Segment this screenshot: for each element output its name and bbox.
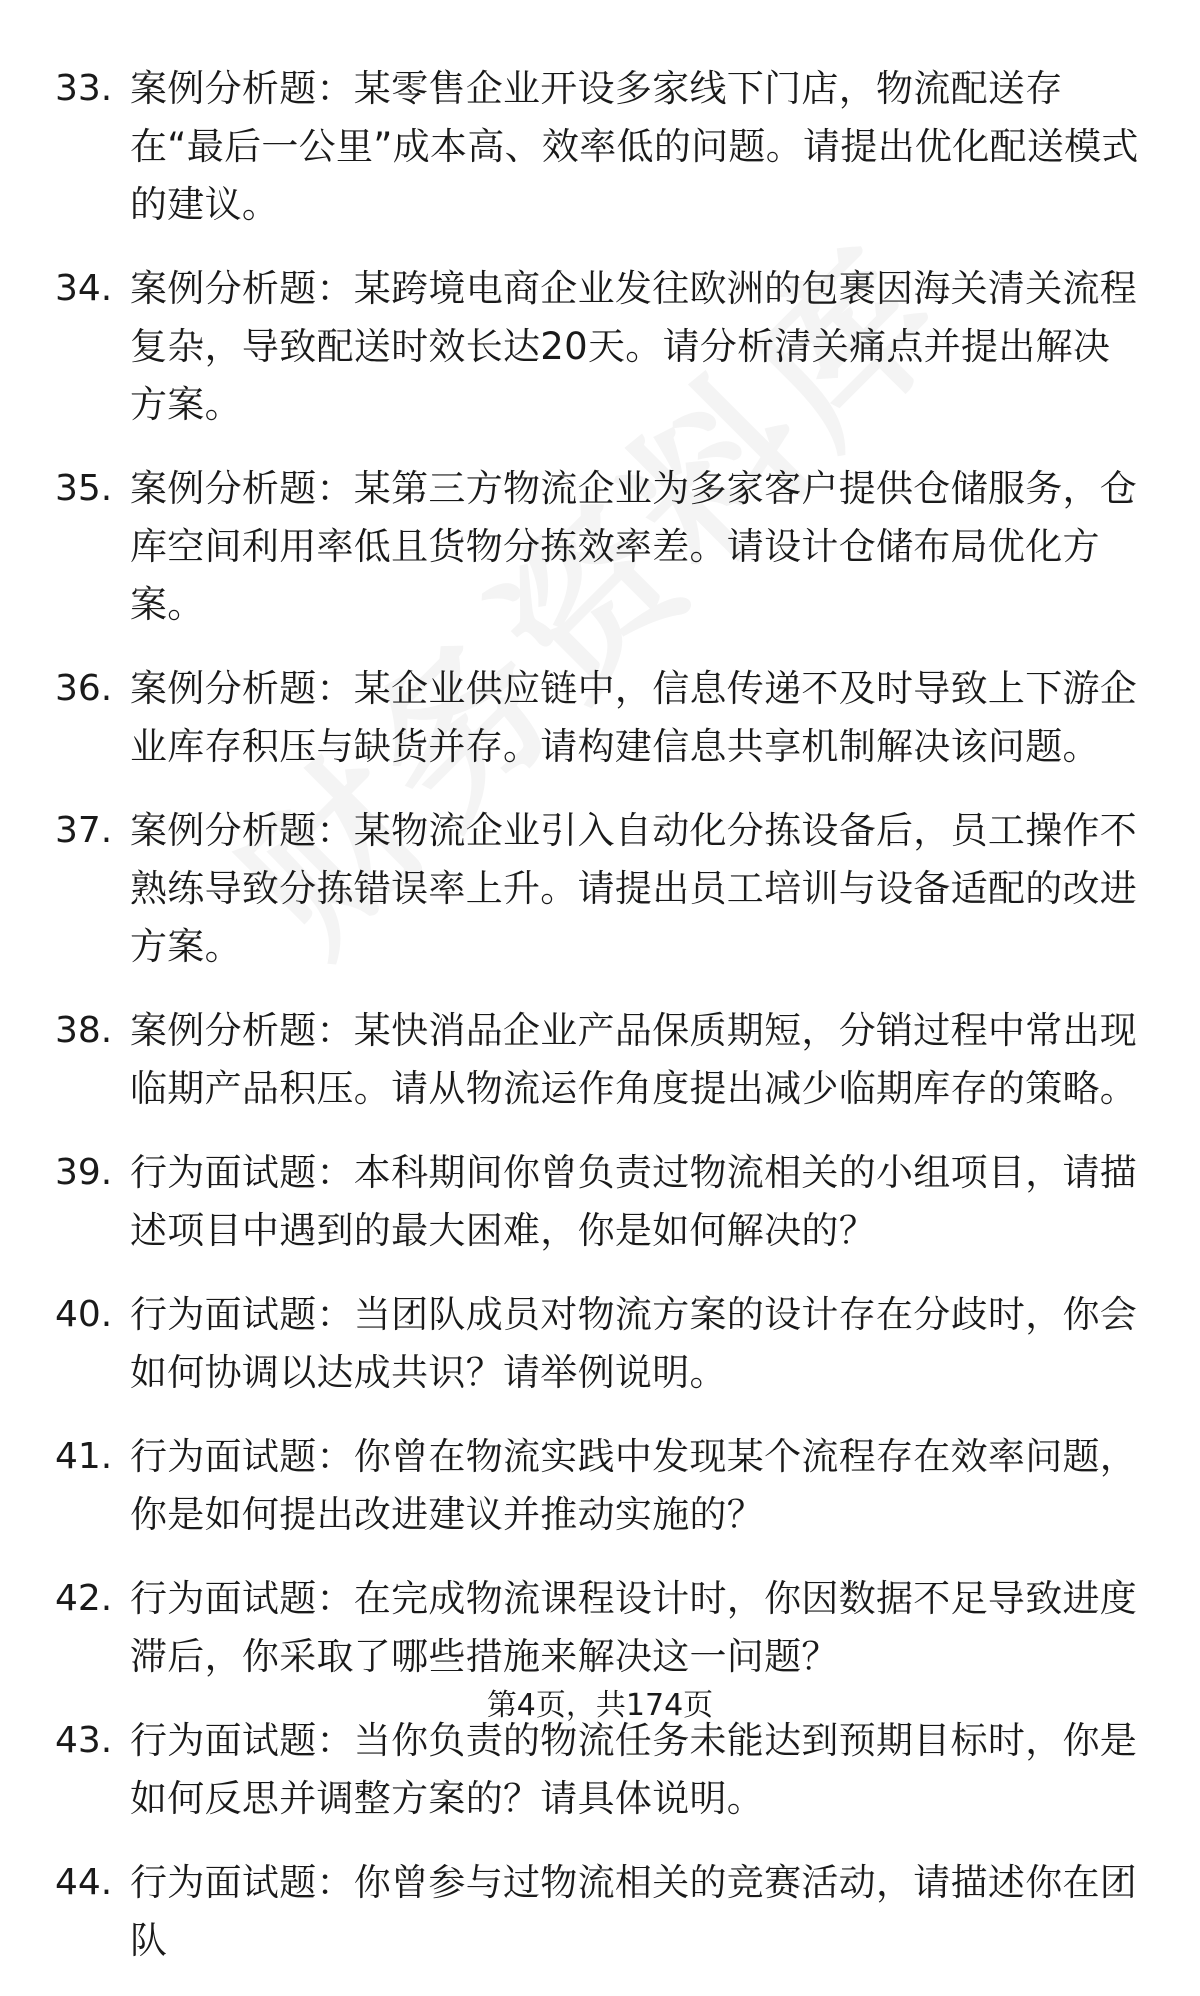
page-footer: 第4页，共174页: [486, 1688, 714, 1723]
question-item: [0, 1712, 1200, 1828]
question-number: 37.: [55, 810, 113, 851]
question-item: [0, 660, 1200, 776]
question-text: 案例分析题：某第三方物流企业为多家客户提供仓储服务，仓库空间利用率低且货物分拣效率差。请设计仓储布局优化方案。: [130, 467, 1138, 626]
question-item: [0, 1428, 1200, 1544]
question-item: [0, 1144, 1200, 1260]
question-item: [0, 260, 1200, 434]
question-number: 42.: [55, 1578, 113, 1619]
question-number: 33.: [55, 68, 113, 109]
question-item: [0, 802, 1200, 976]
question-number: 41.: [55, 1436, 113, 1477]
question-text: 行为面试题：当你负责的物流任务未能达到预期目标时，你是如何反思并调整方案的？请具体说明。: [130, 1719, 1138, 1820]
question-text: 案例分析题：某零售企业开设多家线下门店，物流配送存在“最后一公里”成本高、效率低的问题。请提出优化配送模式的建议。: [130, 67, 1139, 226]
question-number: 38.: [55, 1010, 113, 1051]
question-text: 行为面试题：在完成物流课程设计时，你因数据不足导致进度滞后，你采取了哪些措施来解决这一问题？: [130, 1577, 1138, 1678]
question-text: 行为面试题：你曾参与过物流相关的竞赛活动，请描述你在团队: [130, 1861, 1138, 1962]
question-number: 34.: [55, 268, 113, 309]
question-text: 案例分析题：某跨境电商企业发往欧洲的包裹因海关清关流程复杂，导致配送时效长达20天。请分析清关痛点并提出解决方案。: [130, 267, 1138, 426]
question-number: 43.: [55, 1720, 113, 1761]
question-item: [0, 1854, 1200, 1970]
question-item: [0, 60, 1200, 234]
question-text: 案例分析题：某物流企业引入自动化分拣设备后，员工操作不熟练导致分拣错误率上升。请提出员工培训与设备适配的改进方案。: [130, 809, 1138, 968]
question-item: [0, 1286, 1200, 1402]
question-text: 行为面试题：你曾在物流实践中发现某个流程存在效率问题，你是如何提出改进建议并推动实施的？: [130, 1435, 1138, 1536]
question-number: 44.: [55, 1862, 113, 1903]
question-text: 案例分析题：某企业供应链中，信息传递不及时导致上下游企业库存积压与缺货并存。请构建信息共享机制解决该问题。: [130, 667, 1138, 768]
question-text: 案例分析题：某快消品企业产品保质期短，分销过程中常出现临期产品积压。请从物流运作角度提出减少临期库存的策略。: [130, 1009, 1138, 1110]
question-number: 36.: [55, 668, 113, 709]
question-number: 40.: [55, 1294, 113, 1335]
question-item: [0, 1002, 1200, 1118]
question-item: [0, 460, 1200, 634]
question-number: 35.: [55, 468, 113, 509]
question-number: 39.: [55, 1152, 113, 1193]
question-text: 行为面试题：本科期间你曾负责过物流相关的小组项目，请描述项目中遇到的最大困难，你是如何解决的？: [130, 1151, 1138, 1252]
question-text: 行为面试题：当团队成员对物流方案的设计存在分歧时，你会如何协调以达成共识？请举例说明。: [130, 1293, 1138, 1394]
question-item: [0, 1570, 1200, 1686]
